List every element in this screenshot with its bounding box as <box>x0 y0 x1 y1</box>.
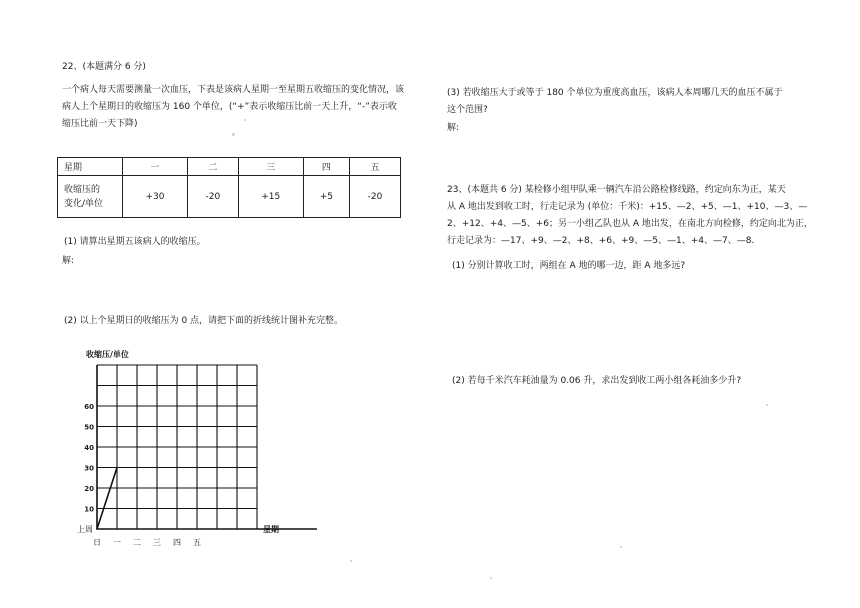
y-tick-label: 10 <box>84 505 94 514</box>
table-cell-day: 四 <box>303 158 349 176</box>
scan-speck <box>490 577 492 579</box>
y-tick-label: 40 <box>84 444 94 452</box>
y-tick-label: 60 <box>84 403 94 411</box>
q22-part3-line: 这个范围? <box>447 105 488 115</box>
q23-part2: (2) 若每千米汽车耗油量为 0.06 升，求出发到收工两小组各耗油多少升? <box>452 376 742 386</box>
x-tick-label: 日 <box>93 538 101 547</box>
table-cell-day: 三 <box>238 158 303 176</box>
table-cell-day: 一 <box>123 158 188 176</box>
chart-x-axis-label: 星期 <box>263 525 279 534</box>
q23-body-line: 行走记录为：—17、+9、—2、+8、+6、+9、—5、—1、+4、—7、—8. <box>447 236 755 246</box>
series-point <box>96 528 98 530</box>
table-header-weekday: 星期 <box>58 158 123 176</box>
q23-body <box>447 203 813 254</box>
x-tick-label: 五 <box>193 538 201 547</box>
table-cell-day: 二 <box>187 158 238 176</box>
q22-part1-solution: 解: <box>62 256 75 266</box>
q22-part2: (2) 以上个星期日的收缩压为 0 点，请把下面的折线统计图补充完整。 <box>64 316 344 326</box>
scan-speck <box>350 560 352 562</box>
series-point <box>116 467 118 469</box>
q23-body-line: 2、+12、+4、—5、+6；另一小组乙队也从 A 地出发，在南北方向检修，约定向北为正， <box>447 219 813 229</box>
q22-part3-solution: 解: <box>447 123 460 133</box>
q22-intro-line: 病人上个星期日的收缩压为 160 个单位，(“+”表示收缩压比前一天上升，“-”表示收 <box>62 102 397 112</box>
table-header-change-line: 收缩压的 <box>64 184 101 195</box>
q23-part1: (1) 分别计算收工时，两组在 A 地的哪一边，距 A 地多远? <box>452 261 686 271</box>
chart-x-ticks <box>93 538 201 547</box>
q22-intro-line: 缩压比前一天下降) <box>62 119 138 129</box>
x-tick-label: 二 <box>133 538 141 547</box>
scan-speck <box>766 404 768 406</box>
chart-y-axis-label: 收缩压/单位 <box>86 350 129 359</box>
table-cell-change: +15 <box>238 176 303 218</box>
scan-speck <box>620 546 622 548</box>
table-cell-change: -20 <box>187 176 238 218</box>
table-header-change-line: 变化/单位 <box>64 198 104 209</box>
table-cell-change: +5 <box>303 176 349 218</box>
y-tick-label: 50 <box>84 423 94 432</box>
q22-part1: (1) 请算出星期五该病人的收缩压。 <box>64 237 206 247</box>
q22-part3-line: (3) 若收缩压大于或等于 180 个单位为重度高血压，该病人本周哪几天的血压不属于 <box>447 88 783 98</box>
q23-header: 23、(本题共 6 分) 某检修小组甲队乘一辆汽车沿公路检修线路，约定向东为正，某天 <box>447 185 786 195</box>
series-line <box>97 468 117 530</box>
chart-grid <box>97 365 317 529</box>
q22-intro-line: 一个病人每天需要测量一次血压，下表是该病人星期一至星期五收缩压的变化情况，该 <box>62 85 405 95</box>
table-cell-change: +30 <box>123 176 188 218</box>
scan-speck <box>232 133 235 136</box>
x-tick-label: 一 <box>113 538 121 547</box>
q22-header: 22、(本题满分 6 分) <box>62 62 146 72</box>
table-cell-day: 五 <box>350 158 401 176</box>
q23-body-line: 从 A 地出发到收工时，行走记录为 (单位：千米)：+15、—2、+5、—1、+10、—3、— <box>447 202 808 212</box>
chart-origin-label: 上周 <box>77 525 93 534</box>
table-cell-change: -20 <box>350 176 401 218</box>
chart-series <box>96 467 118 530</box>
scan-speck <box>244 119 246 121</box>
y-tick-label: 30 <box>84 464 94 473</box>
y-tick-label: 20 <box>84 485 94 493</box>
x-tick-label: 四 <box>173 538 181 547</box>
x-tick-label: 三 <box>153 538 161 547</box>
chart-y-ticks <box>84 403 94 514</box>
